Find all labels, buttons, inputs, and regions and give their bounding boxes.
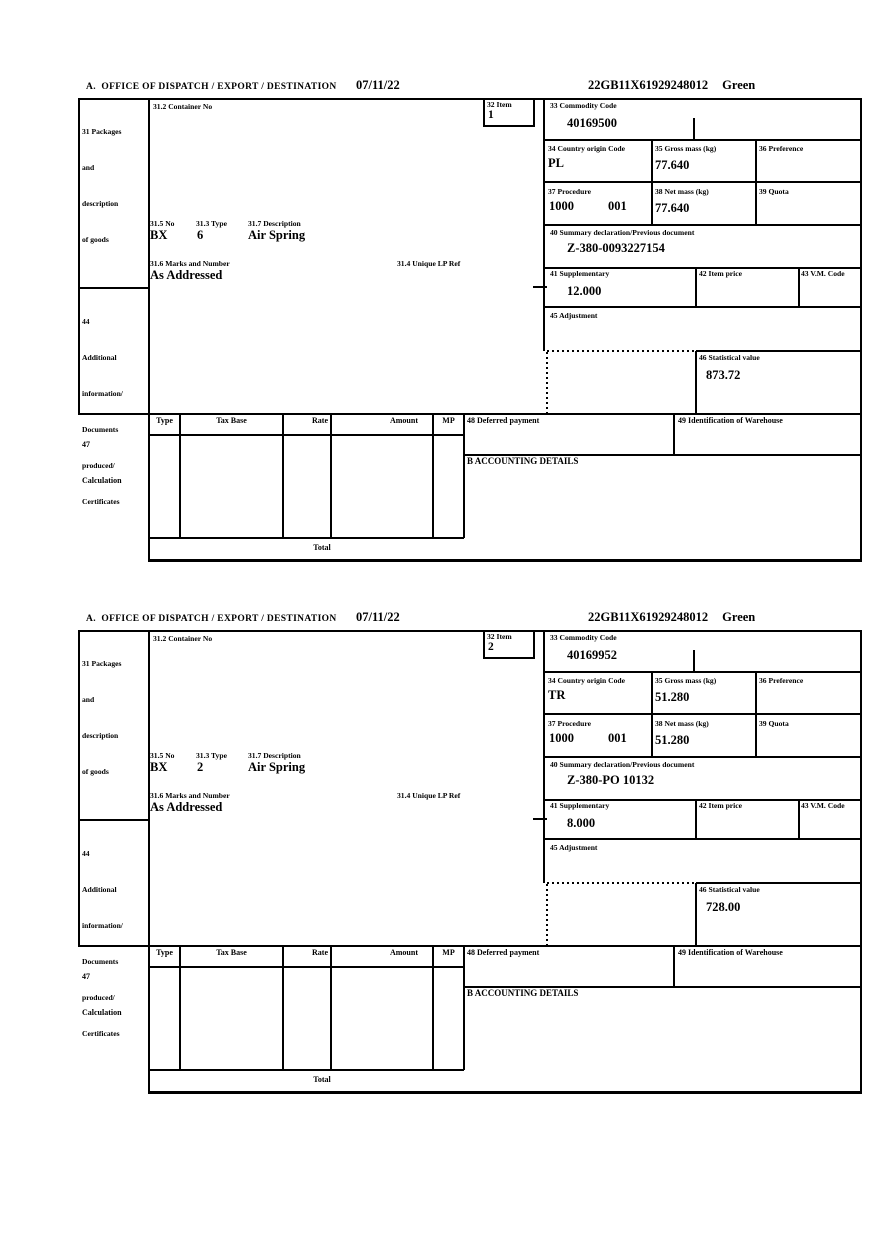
box31-7-description-label: 31.7 Description	[248, 219, 301, 228]
declaration-reference	[588, 79, 755, 93]
box48-deferred-label: 48 Deferred payment	[467, 416, 540, 425]
item-number-value: 2	[488, 641, 494, 653]
mrn-number: 22GB11X61929248012	[588, 78, 709, 92]
box31-4-lp-ref-label: 31.4 Unique LP Ref	[397, 791, 461, 800]
box45-adjustment-label: 45 Adjustment	[550, 843, 598, 852]
box46-statistical-label: 46 Statistical value	[699, 885, 760, 894]
office-of-dispatch-label: A. OFFICE OF DISPATCH / EXPORT / DESTINATION	[86, 614, 337, 624]
box31-6-marks-label: 31.6 Marks and Number	[150, 791, 230, 800]
accounting-details-label: B ACCOUNTING DETAILS	[467, 456, 579, 466]
calc-header-type: Type	[156, 416, 173, 425]
net-mass-value: 77.640	[655, 201, 690, 215]
package-type-value: 2	[197, 760, 204, 774]
total-label: Total	[313, 1075, 331, 1084]
box39-quota-label: 39 Quota	[759, 187, 789, 196]
previous-document-value: Z-380-PO 10132	[567, 773, 655, 787]
box31-3-type-label: 31.3 Type	[196, 219, 227, 228]
box31-5-no-label: 31.5 No	[150, 219, 175, 228]
box49-warehouse-label: 49 Identification of Warehouse	[678, 948, 783, 957]
calc-header-tax-base: Tax Base	[216, 948, 247, 957]
procedure-code-value: 1000	[549, 199, 574, 213]
commodity-code-value: 40169500	[567, 116, 617, 130]
box46-statistical-label: 46 Statistical value	[699, 353, 760, 362]
box45-adjustment-label: 45 Adjustment	[550, 311, 598, 320]
form-grid-lines	[78, 630, 862, 1094]
box47-calculation-label: 47 Calculation	[82, 972, 122, 1017]
box38-net-mass-label: 38 Net mass (kg)	[655, 719, 709, 728]
statistical-value: 873.72	[706, 368, 741, 382]
goods-description-value: Air Spring	[248, 228, 306, 242]
calc-header-mp: MP	[442, 948, 455, 957]
calc-header-amount: Amount	[389, 416, 418, 425]
box41-supplementary-label: 41 Supplementary	[550, 269, 610, 278]
supplementary-units-value: 12.000	[567, 284, 602, 298]
calc-header-tax-base: Tax Base	[216, 416, 247, 425]
calc-header-rate: Rate	[312, 416, 328, 425]
box39-quota-label: 39 Quota	[759, 719, 789, 728]
box31-6-marks-label: 31.6 Marks and Number	[150, 259, 230, 268]
box34-origin-label: 34 Country origin Code	[548, 144, 625, 153]
routing-status: Green	[722, 610, 756, 624]
box40-summary-label: 40 Summary declaration/Previous document	[550, 760, 695, 769]
box35-gross-mass-label: 35 Gross mass (kg)	[655, 144, 717, 153]
box47-calculation-label: 47 Calculation	[82, 440, 122, 485]
supplementary-units-value: 8.000	[567, 816, 596, 830]
item-number-value: 1	[488, 109, 494, 121]
marks-value: As Addressed	[150, 268, 223, 282]
net-mass-value: 51.280	[655, 733, 690, 747]
box40-summary-label: 40 Summary declaration/Previous document	[550, 228, 695, 237]
country-origin-value: PL	[548, 156, 564, 170]
box48-deferred-label: 48 Deferred payment	[467, 948, 540, 957]
box32-item-label: 32 Item	[487, 632, 512, 641]
accounting-details-label: B ACCOUNTING DETAILS	[467, 988, 579, 998]
box33-commodity-label: 33 Commodity Code	[550, 101, 617, 110]
box37-procedure-label: 37 Procedure	[548, 187, 591, 196]
procedure-ext-value: 001	[608, 199, 627, 213]
goods-description-value: Air Spring	[248, 760, 306, 774]
box41-supplementary-label: 41 Supplementary	[550, 801, 610, 810]
box34-origin-label: 34 Country origin Code	[548, 676, 625, 685]
routing-status: Green	[722, 78, 756, 92]
box43-vm-code-label: 43 V.M. Code	[801, 269, 845, 278]
commodity-code-value: 40169952	[567, 648, 617, 662]
box36-preference-label: 36 Preference	[759, 144, 804, 153]
box49-warehouse-label: 49 Identification of Warehouse	[678, 416, 783, 425]
country-origin-value: TR	[548, 688, 566, 702]
calc-header-type: Type	[156, 948, 173, 957]
package-type-value: 6	[197, 228, 204, 242]
box31-label: 31 Packages and description of goods	[82, 659, 122, 776]
box44-label: 44 Additional information/ Documents produced/ Certificates	[82, 317, 123, 506]
declaration-reference	[588, 611, 755, 625]
calc-header-mp: MP	[442, 416, 455, 425]
box31-5-no-label: 31.5 No	[150, 751, 175, 760]
box31-2-container-label: 31.2 Container No	[153, 634, 213, 643]
box31-3-type-label: 31.3 Type	[196, 751, 227, 760]
box38-net-mass-label: 38 Net mass (kg)	[655, 187, 709, 196]
total-label: Total	[313, 543, 331, 552]
marks-value: As Addressed	[150, 800, 223, 814]
box42-item-price-label: 42 Item price	[699, 269, 743, 278]
calc-header-rate: Rate	[312, 948, 328, 957]
dispatch-date-value: 07/11/22	[356, 78, 400, 92]
declaration-item-block	[78, 610, 862, 1094]
statistical-value: 728.00	[706, 900, 741, 914]
box43-vm-code-label: 43 V.M. Code	[801, 801, 845, 810]
box32-item-label: 32 Item	[487, 100, 512, 109]
declaration-item-block	[78, 78, 862, 562]
box36-preference-label: 36 Preference	[759, 676, 804, 685]
box31-4-lp-ref-label: 31.4 Unique LP Ref	[397, 259, 461, 268]
gross-mass-value: 77.640	[655, 158, 690, 172]
box31-label: 31 Packages and description of goods	[82, 127, 122, 244]
box31-7-description-label: 31.7 Description	[248, 751, 301, 760]
office-of-dispatch-label: A. OFFICE OF DISPATCH / EXPORT / DESTINATION	[86, 82, 337, 92]
package-no-value: BX	[150, 228, 168, 242]
gross-mass-value: 51.280	[655, 690, 690, 704]
procedure-code-value: 1000	[549, 731, 574, 745]
package-no-value: BX	[150, 760, 168, 774]
box35-gross-mass-label: 35 Gross mass (kg)	[655, 676, 717, 685]
box37-procedure-label: 37 Procedure	[548, 719, 591, 728]
box44-label: 44 Additional information/ Documents produced/ Certificates	[82, 849, 123, 1038]
form-grid-lines	[78, 98, 862, 562]
dispatch-date-value: 07/11/22	[356, 610, 400, 624]
box42-item-price-label: 42 Item price	[699, 801, 743, 810]
procedure-ext-value: 001	[608, 731, 627, 745]
calc-header-amount: Amount	[389, 948, 418, 957]
previous-document-value: Z-380-0093227154	[567, 241, 665, 255]
mrn-number: 22GB11X61929248012	[588, 610, 709, 624]
box33-commodity-label: 33 Commodity Code	[550, 633, 617, 642]
box31-2-container-label: 31.2 Container No	[153, 102, 213, 111]
